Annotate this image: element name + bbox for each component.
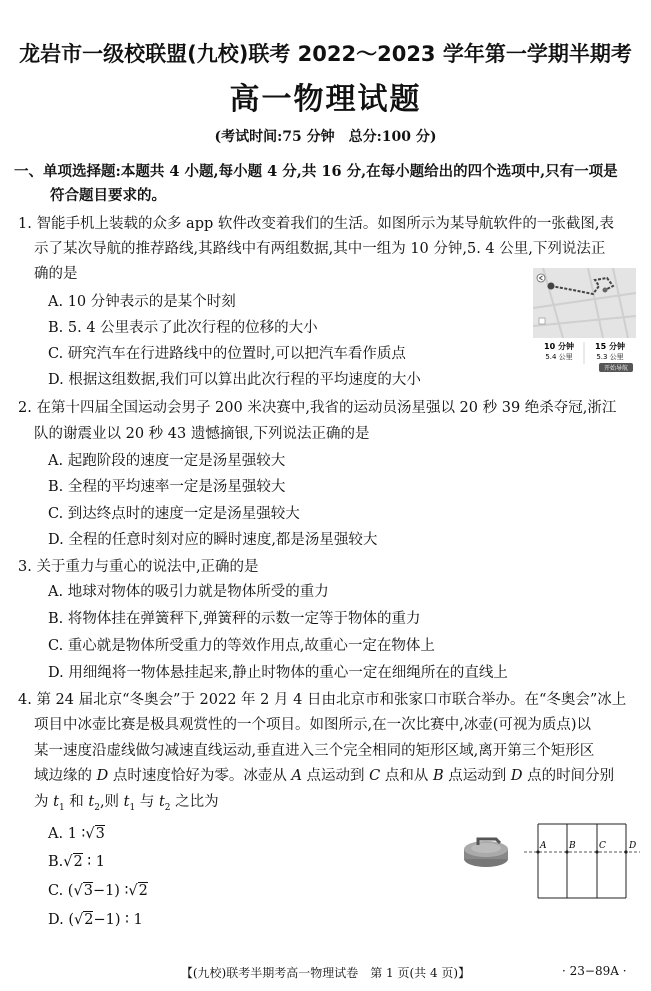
q2-option-d: D. 全程的任意时刻对应的瞬时速度,都是汤星强较大 [48,532,378,548]
q2-line1: 2. 在第十四届全国运动会男子 200 米决赛中,我省的运动员汤星强以 20 秒 39 绝杀夺冠,浙江 [18,400,617,416]
q4-option-a: A. 1 ∶√3 [48,826,105,842]
q4-option-d: D. (√2−1) ∶ 1 [48,912,143,928]
section-header-cont [50,184,651,208]
point-d-label: D [629,841,637,851]
rectangle-regions-figure [522,822,642,902]
q4-line4: 域边缘的 D 点时速度恰好为零。冰壶从 A 点运动到 C 点和从 B 点运动到 D 点的时间分别 [34,768,615,784]
paper-code: · 23−89A · [562,964,627,978]
q1-line1: 1. 智能手机上装载的众多 app 软件改变着我们的生活。如图所示为某导航软件的一张截图,表 [18,216,614,232]
page-footer: 【(九校)联考半期考高一物理试卷 第 1 页(共 4 页)】 [180,966,471,980]
exam-title: 龙岩市一级校联盟(九校)联考 2022～2023 学年第一学期半期考 [19,42,632,66]
route2-time: 15 分钟 [595,342,625,351]
q2-option-b: B. 全程的平均速率一定是汤星强较大 [48,479,286,495]
curling-stone-figure [462,833,510,869]
subject-title: 高一物理试题 [229,82,422,117]
q1-option-d: D. 根据这组数据,我们可以算出此次行程的平均速度的大小 [48,372,421,388]
q3-option-d: D. 用细绳将一物体悬挂起来,静止时物体的重心一定在细绳所在的直线上 [48,665,508,681]
q3-line1: 3. 关于重力与重心的说法中,正确的是 [18,559,259,575]
q4-line1: 4. 第 24 届北京“冬奥会”于 2022 年 2 月 4 日由北京市和张家口市联合举办。在“冬奥会”冰上 [18,692,627,708]
q1-option-b: B. 5. 4 公里表示了此次行程的位移的大小 [48,320,318,336]
section-header-line2: 符合题目要求的。 [50,187,166,204]
q4-line3: 某一速度沿虚线做匀减速直线运动,垂直进入三个完全相同的矩形区域,离开第三个矩形区 [34,743,595,759]
section-header [14,160,638,184]
q4-line2: 项目中冰壶比赛是极具观赏性的一个项目。如图所示,在一次比赛中,冰壶(可视为质点)以 [34,717,592,733]
route1-time: 10 分钟 [544,342,574,351]
q4-option-c: C. (√3−1) ∶√2 [48,883,148,899]
route2-distance: 5.3 公里 [596,353,624,361]
point-a-label: A [540,841,547,851]
route1-distance: 5.4 公里 [545,353,573,361]
section-header-line1: 一、单项选择题:本题共 4 小题,每小题 4 分,共 16 分,在每小题给出的四个选项中,只有一项是 [14,163,618,180]
point-b-label: B [569,841,576,851]
point-c-label: C [599,841,606,851]
q1-option-c: C. 研究汽车在行进路线中的位置时,可以把汽车看作质点 [48,346,406,362]
q3-option-a: A. 地球对物体的吸引力就是物体所受的重力 [48,584,329,600]
start-navigation-button: 开始导航 [603,365,629,372]
q1-line3: 确的是 [34,266,78,282]
q1-option-a: A. 10 分钟表示的是某个时刻 [48,294,236,310]
exam-info: (考试时间:75 分钟 总分:100 分) [214,129,437,145]
q2-option-c: C. 到达终点时的速度一定是汤星强较大 [48,506,300,522]
q2-line2: 队的谢震业以 20 秒 43 遗憾摘银,下列说法正确的是 [34,426,370,442]
q1-line2: 示了某次导航的推荐路线,其路线中有两组数据,其中一组为 10 分钟,5. 4 公里,下列说法正 [34,241,606,257]
q3-option-b: B. 将物体挂在弹簧秤下,弹簧秤的示数一定等于物体的重力 [48,611,421,627]
q4-line5: 为 $t_1$ 和 $t_2$,则 $t_1$ 与 $t_2$ 之比为 [34,794,219,813]
q3-option-c: C. 重心就是物体所受重力的等效作用点,故重心一定在物体上 [48,638,435,654]
q2-option-a: A. 起跑阶段的速度一定是汤星强较大 [48,453,286,469]
q4-option-b: B.√2 ∶ 1 [48,854,105,870]
navigation-screenshot-figure [533,268,636,374]
